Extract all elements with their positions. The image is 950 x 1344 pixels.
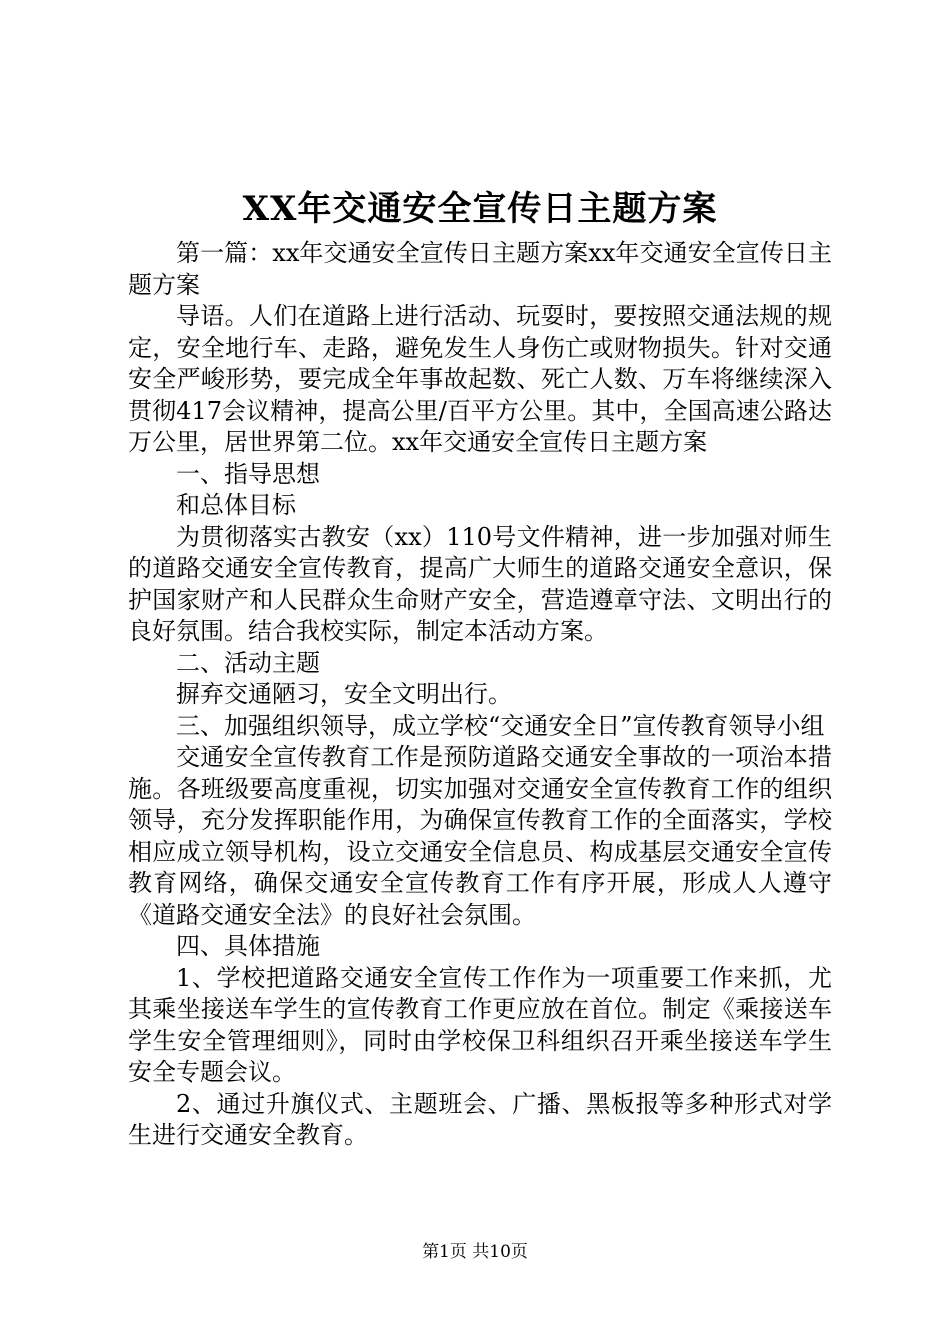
paragraph-leadership-group: 交通安全宣传教育工作是预防道路交通安全事故的一项治本措施。各班级要高度重视，切实加强对交通安全宣传教育工作的组织领导，充分发挥职能作用，为确保宣传教育工作的全面落实，学校相应成立领导机构，设立交通安全信息员、构成基层交通安全宣传教育网络，确保交通安全宣传教育工作有序开展，形成人人遵守《道路交通安全法》的良好社会氛围。 xyxy=(128,743,832,929)
paragraph-intro: 第一篇：xx年交通安全宣传日主题方案xx年交通安全宣传日主题方案 xyxy=(128,239,832,299)
heading-activity-theme: 二、活动主题 xyxy=(176,648,320,677)
paragraph-activity-theme: 摒弃交通陋习，安全文明出行。 xyxy=(176,680,512,708)
paragraph-preface: 导语。人们在道路上进行活动、玩耍时，要按照交通法规的规定，安全地行车、走路，避免发生人身伤亡或财物损失。针对交通安全严峻形势，要完成全年事故起数、死亡人数、万车将继续深入贯彻417会议精神，提高公里/百平方公里。其中，全国高速公路达万公里，居世界第二位。xx年交通安全宣传日主题方案 xyxy=(128,302,832,456)
heading-specific-measures: 四、具体措施 xyxy=(176,932,320,960)
paragraph-measure-2: 2、通过升旗仪式、主题班会、广播、黑板报等多种形式对学生进行交通安全教育。 xyxy=(128,1089,832,1149)
paragraph-guiding-ideology: 为贯彻落实古教安（xx）110号文件精神，进一步加强对师生的道路交通安全宣传教育，提高广大师生的道路交通安全意识，保护国家财产和人民群众生命财产安全，营造遵章守法、文明出行的良好氛围。结合我校实际，制定本活动方案。 xyxy=(128,522,832,645)
paragraph-measure-1: 1、学校把道路交通安全宣传工作作为一项重要工作来抓，尤其乘坐接送车学生的宣传教育工作更应放在首位。制定《乘接送车学生安全管理细则》，同时由学校保卫科组织召开乘坐接送车学生安全专题会议。 xyxy=(128,963,832,1086)
heading-leadership-group: 三、加强组织领导，成立学校“交通安全日”宣传教育领导小组 xyxy=(176,711,825,740)
page-number-footer: 第1页 共10页 xyxy=(422,1242,528,1262)
document-body xyxy=(128,238,832,1152)
heading-overall-goal: 和总体目标 xyxy=(176,491,296,519)
heading-guiding-ideology: 一、指导思想 xyxy=(176,459,320,488)
document-title: XX年交通安全宣传日主题方案 xyxy=(242,189,718,229)
